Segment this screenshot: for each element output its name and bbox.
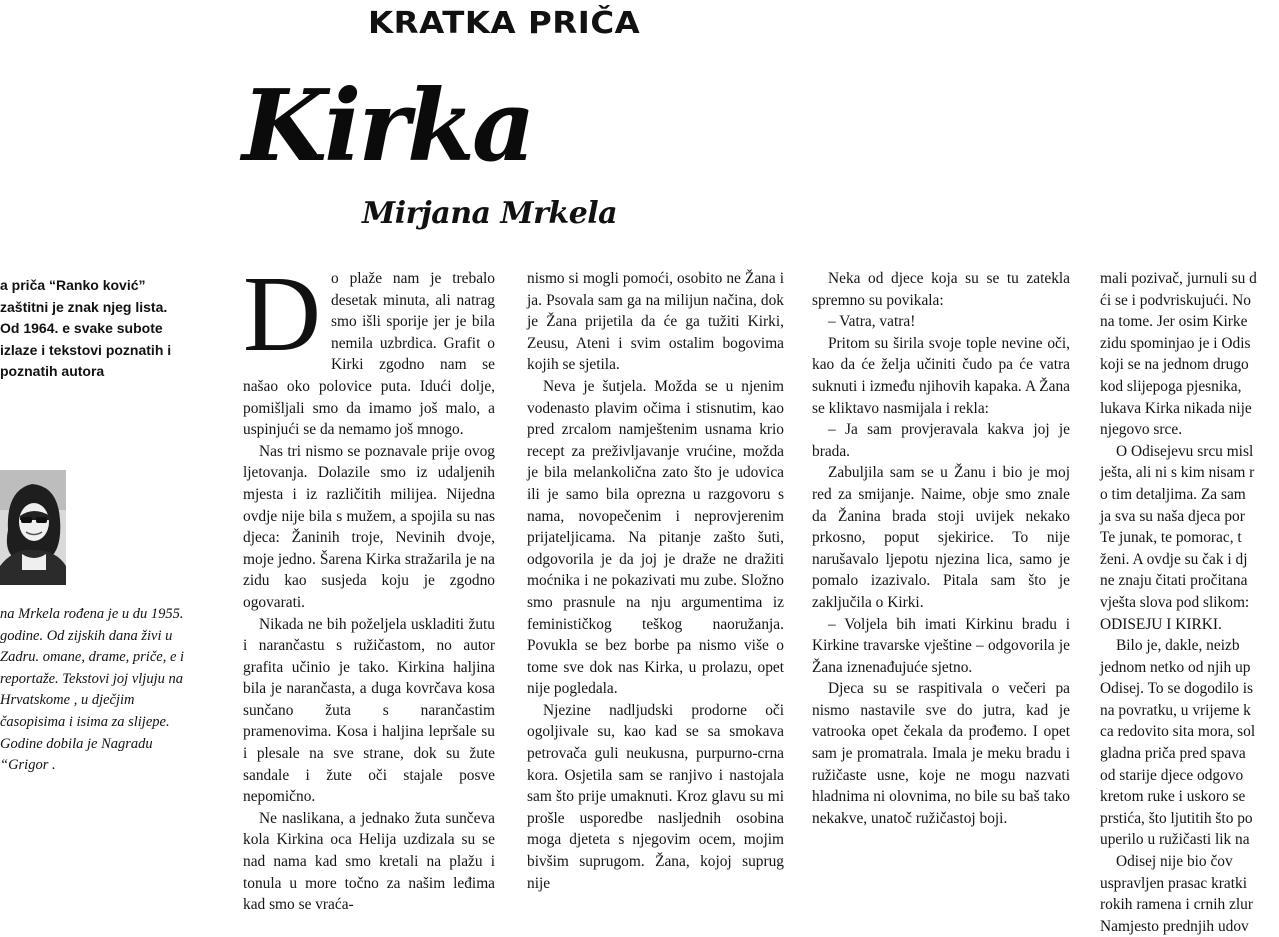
text-line: Odisej nije bio čov	[1116, 853, 1233, 871]
text-line: kod slijepoga pjesnika,	[1100, 377, 1242, 395]
text-line: ći se i podvriskujući. No	[1100, 291, 1251, 309]
paragraph: Djeca su se raspitivala o večeri pa nismo nastavile sve do jutra, kad je vatrooka opet čekala da prođemo. I opet sam je promatrala. Imala je meku bradu i ružičaste usne, koje ne mogu nazvati hladnima ni olovnima, no bile su baš tako nekakve, unatoč ružičastoj boji.	[812, 680, 1070, 827]
text-line: ne znaju čitati pročitana	[1100, 572, 1248, 590]
text-line: od starije djece odgovo	[1100, 766, 1244, 784]
text-line: na povratku, u vrijeme k	[1100, 701, 1251, 719]
text-line: O Odisejevu srcu misl	[1116, 442, 1254, 460]
text-line: lukava Kirka nikada nije	[1100, 399, 1252, 417]
paragraph: Nikada ne bih poželjela uskladiti žutu i narančastu s ružičastom, no autor grafita učinio je tako. Kirkina haljina bila je narančasta, a duga kovrčava kosa sunčano žuta s narančastim pramenovima. Kosa i haljina lepršale su i plesale na sve strane, dok su žute sandale i žute oči stajale posve nepomično.	[243, 615, 495, 806]
text-line: zidu spominjao je i Odis	[1100, 334, 1251, 352]
drop-cap: D	[243, 255, 321, 374]
paragraph: Njezine nadljudski prodorne oči ogoljivale su, kao kad se sa smokava petrovača guli neukusna, purpurno-crna kora. Osjetila sam se ranjivo i nastojala sam što prije umaknuti. Kroz glavu su mi prošle usporedbe nasljednih osobina moga djeteta s njegovim ocem, mojim bivšim suprugom. Žana, kojoj suprug nije	[527, 701, 784, 892]
paragraph: Neka od djece koja su se tu zatekla spremno su povikala:	[812, 270, 1070, 309]
article-column-2	[527, 268, 784, 894]
text-line: Bilo je, dakle, neizb	[1116, 637, 1240, 655]
text-line: uperilo u ružičasti lik na	[1100, 831, 1250, 849]
text-line: vješta slova pod slikom:	[1100, 593, 1250, 611]
text-line: ješta, ali ni s kim nisam r	[1100, 464, 1255, 482]
article-column-1	[243, 255, 495, 916]
text-line: ODISEJU I KIRKI.	[1100, 615, 1222, 633]
article-column-4	[1100, 268, 1279, 937]
author-portrait-image	[0, 470, 66, 585]
article-column-3	[812, 268, 1070, 829]
text-line: ja sva su naša djeca por	[1100, 507, 1245, 525]
text-line: rokih ramena i crnih zlur	[1100, 896, 1253, 914]
paragraph: – Vatra, vatra!	[828, 313, 916, 331]
article-author: Mirjana Mrkela	[362, 196, 618, 231]
text-line: uspravljen prasac kratki	[1100, 874, 1248, 892]
paragraph: – Voljela bih imati Kirkinu bradu i Kirkine travarske vještine – odgovorila je Žana iznenađujuće sjetno.	[812, 615, 1070, 676]
text-line: prstića, što ljutitih što po	[1100, 809, 1253, 827]
paragraph: Neva je šutjela. Možda se u njenim vodenasto plavim očima i stisnutim, kao pred zrcalom namještenim usnama krio recept za preživljavanje vrućine, možda je bila melankolična zato što je udovica ili je samo bila oprezna u razgovoru s nama, novopečenim i neprovjerenim prijateljicama. Na pitanje zašto šuti, odgovorila je da joj je draže ne dražiti moćnika i ne pokazivati mu zube. Složno smo prasnule na nju argumentima iz feminističkog teškog naoružanja. Povukla se bez borbe pa nismo više o tome sve dok nas Kirka, u prolazu, opet nije pogledala.	[527, 377, 784, 698]
text-line: kretom ruke i uskoro se	[1100, 788, 1246, 806]
series-intro	[0, 275, 172, 383]
series-intro-text: a priča “Ranko ković” zaštitni je znak njeg lista. Od 1964. e svake subote izlaze i tekstovi poznatih i poznatih autora	[0, 277, 172, 380]
section-header: KRATKA PRIČA	[368, 6, 641, 41]
text-line: o tim detaljima. Za sam	[1100, 485, 1246, 503]
text-line: ca redovito sita mora, sol	[1100, 723, 1256, 741]
paragraph: Zabuljila sam se u Žanu i bio je moj red za smijanje. Naime, obje smo znale da Žanina brada stoji uvijek nekako prkosno, poput sjekirice. To nije narušavalo ljepotu njezina lica, samo je pomalo izazivalo. Pitala sam što je zaključila o Kirki.	[812, 464, 1070, 611]
text-line: njegovo srce.	[1100, 421, 1183, 439]
text-line: jednom netko od njih up	[1100, 658, 1251, 676]
text-line: gladna priča pred spava	[1100, 745, 1246, 763]
paragraph: Pritom su širila svoje tople nevine oči, kao da će želja učiniti čudo pa će vatra suknuti i između njihovih kapaka. A Žana se kliktavo nasmijala i rekla:	[812, 334, 1070, 417]
author-photo	[0, 470, 66, 585]
article-title: Kirka	[242, 69, 533, 184]
paragraph	[243, 255, 495, 441]
paragraph-text: o plaže nam je trebalo desetak minuta, ali natrag smo išli sporije jer je bila nemila uzbrdica. Grafit o Kirki zgodno nam se našao oko polovice puta. Idući dolje, pomišljali smo da imamo još malo, a uspinjući se da nemamo još mnogo.	[243, 270, 495, 439]
text-line: mali pozivač, jurnuli su d	[1100, 270, 1257, 287]
paragraph: Nas tri nismo se poznavale prije ovog ljetovanja. Dolazile smo iz udaljenih mjesta i iz različitih milijea. Nijedna ovdje nije bila s mužem, a spojila su nas djeca: Žaninih troje, Nevinih dvoje, moje jedno. Šarena Kirka stražarila je na zidu kao susjeda koju je zgodno ogovarati.	[243, 442, 495, 611]
text-line: ženi. A ovdje su čak i dj	[1100, 550, 1248, 568]
text-line: Namjesto prednjih udov	[1100, 917, 1249, 935]
paragraph: nismo si mogli pomoći, osobito ne Žana i ja. Psovala sam ga na milijun načina, dok je Žana prijetila da će ga tužiti Kirki, Zeusu, Ateni i svim ostalim bogovima kojih se sjetila.	[527, 270, 784, 374]
paragraph: – Ja sam provjeravala kakva joj je brada.	[812, 421, 1070, 460]
author-bio	[0, 604, 186, 777]
text-line: koji se na jednom drugo	[1100, 356, 1249, 374]
text-line: Te junak, te pomorac, t	[1100, 529, 1242, 547]
author-bio-text: na Mrkela rođena je u du 1955. godine. Od zijskih dana živi u Zadru. omane, drame, priče, e i reportaže. Tekstovi joj vljuju na Hrvatskome , u dječjim časopisima i isima za slijepe. Godine dobila je Nagradu “Grigor .	[0, 606, 185, 774]
paragraph: Ne naslikana, a jednako žuta sunčeva kola Kirkina oca Helija uzdizala su se nad nama kad smo kretali na plažu i tonula u more točno za našim leđima kad smo se vraća-	[243, 809, 495, 914]
text-line: Odisej. To se dogodilo is	[1100, 680, 1253, 698]
text-line: na tome. Jer osim Kirke	[1100, 313, 1248, 331]
